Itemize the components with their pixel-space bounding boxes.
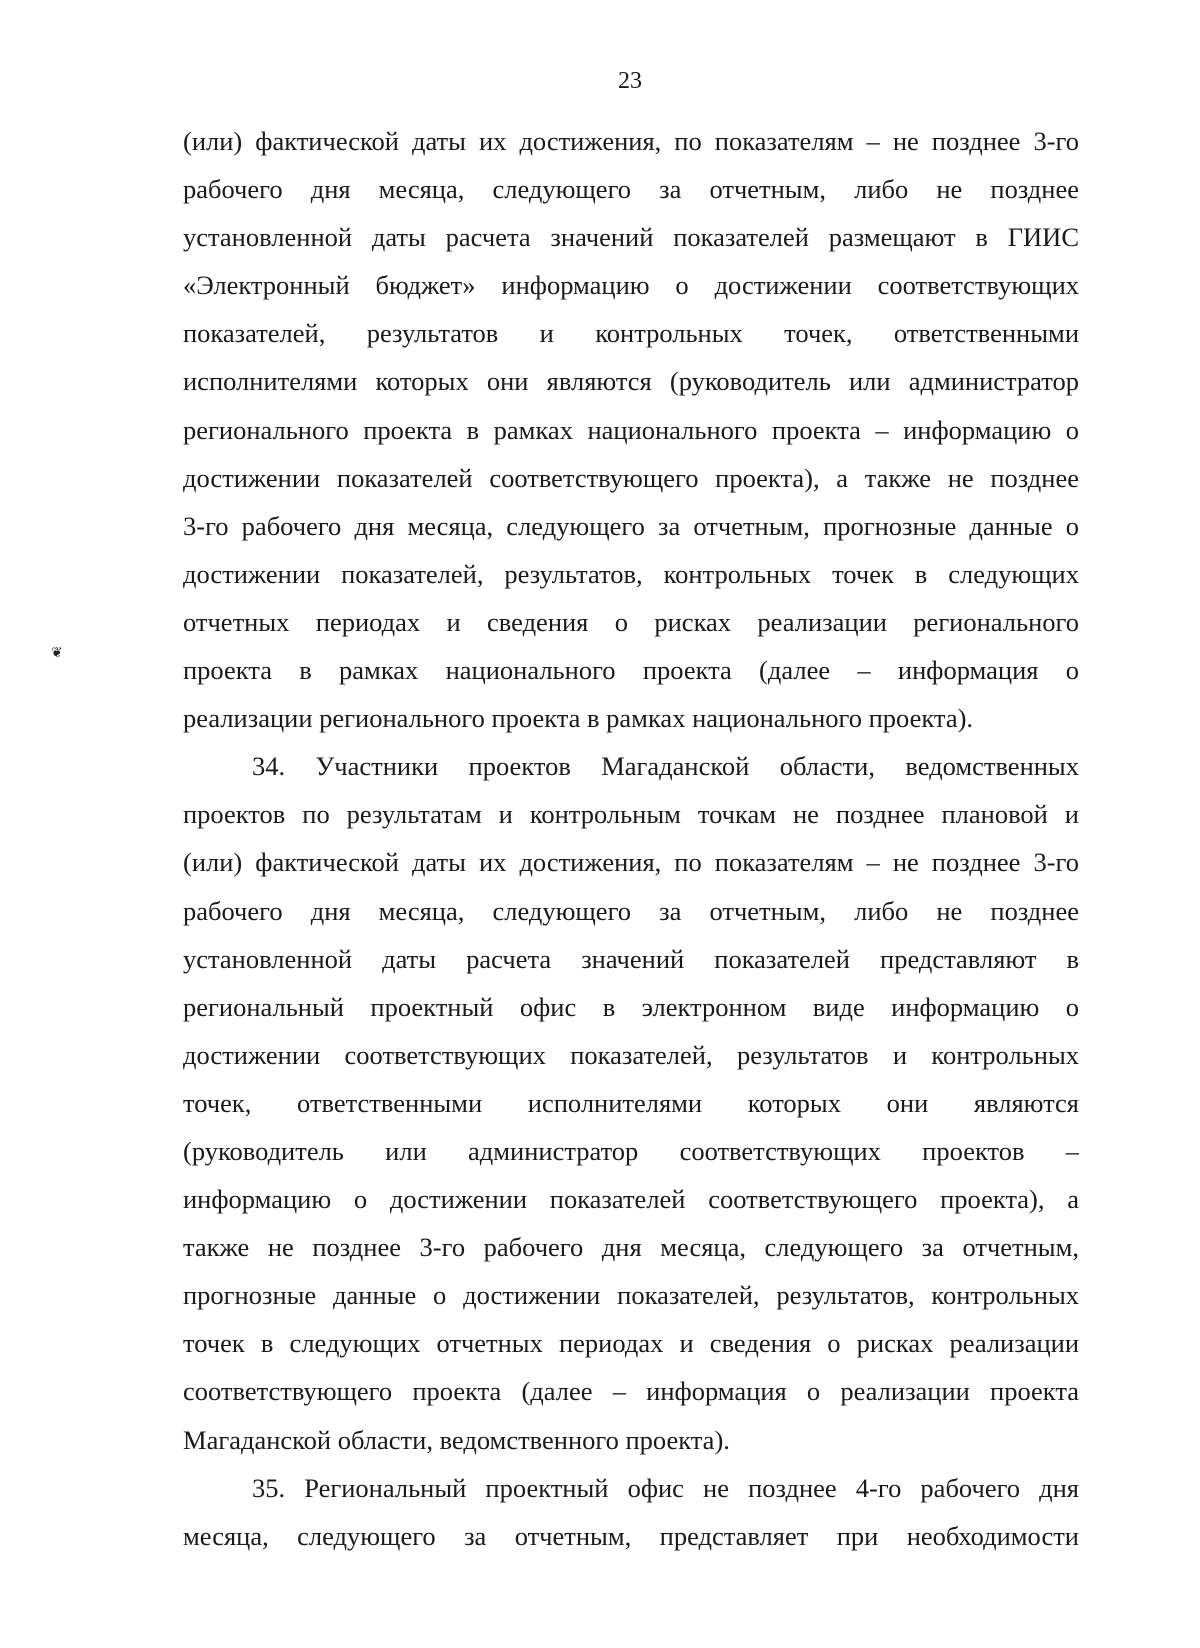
text-line: «Электронный бюджет» информацию о достижении соответствующих (183, 270, 1079, 301)
text-line: реализации регионального проекта в рамках национального проекта). (183, 703, 974, 734)
text-line: также не позднее 3-го рабочего дня месяца, следующего за отчетным, (183, 1232, 1079, 1263)
text-line: 35. Региональный проектный офис не позднее 4-го рабочего дня (252, 1472, 1079, 1503)
text-line: показателей, результатов и контрольных точек, ответственными (183, 318, 1079, 349)
text-line: проектов по результатам и контрольным точкам не позднее плановой и (183, 799, 1079, 830)
text-line: исполнителями которых они являются (руководитель или администратор (183, 366, 1079, 397)
text-line: достижении показателей, результатов, контрольных точек в следующих (183, 558, 1079, 589)
text-line: рабочего дня месяца, следующего за отчетным, либо не позднее (183, 174, 1079, 205)
text-line: проекта в рамках национального проекта (далее – информация о (183, 655, 1079, 686)
page-number: 23 (618, 68, 642, 94)
text-line: 3-го рабочего дня месяца, следующего за отчетным, прогнозные данные о (183, 510, 1079, 541)
text-line: месяца, следующего за отчетным, представляет при необходимости (183, 1520, 1079, 1551)
text-line: 34. Участники проектов Магаданской области, ведомственных (252, 751, 1079, 782)
document-body (183, 117, 1079, 1560)
text-line: соответствующего проекта (далее – информация о реализации проекта (183, 1376, 1079, 1407)
text-line: установленной даты расчета значений показателей представляют в (183, 943, 1079, 974)
text-line: регионального проекта в рамках национального проекта – информацию о (183, 414, 1079, 445)
text-line: точек в следующих отчетных периодах и сведения о рисках реализации (183, 1328, 1079, 1359)
text-line: достижении соответствующих показателей, результатов и контрольных (183, 1039, 1079, 1070)
text-line: (руководитель или администратор соответствующих проектов – (183, 1135, 1079, 1166)
margin-mark-icon: ❦ (51, 646, 63, 661)
text-line: информацию о достижении показателей соответствующего проекта), а (183, 1184, 1079, 1215)
text-line: достижении показателей соответствующего проекта), а также не позднее (183, 462, 1079, 493)
text-line: установленной даты расчета значений показателей размещают в ГИИС (183, 222, 1079, 253)
text-line: рабочего дня месяца, следующего за отчетным, либо не позднее (183, 895, 1079, 926)
text-line: (или) фактической даты их достижения, по показателям – не позднее 3-го (183, 847, 1079, 878)
text-line: Магаданской области, ведомственного проекта). (183, 1424, 730, 1455)
text-line: (или) фактической даты их достижения, по показателям – не позднее 3-го (183, 126, 1079, 156)
text-line: отчетных периодах и сведения о рисках реализации регионального (183, 606, 1079, 637)
text-line: точек, ответственными исполнителями которых они являются (183, 1087, 1079, 1118)
text-line: региональный проектный офис в электронном виде информацию о (183, 991, 1079, 1022)
text-line: прогнозные данные о достижении показателей, результатов, контрольных (183, 1280, 1079, 1311)
